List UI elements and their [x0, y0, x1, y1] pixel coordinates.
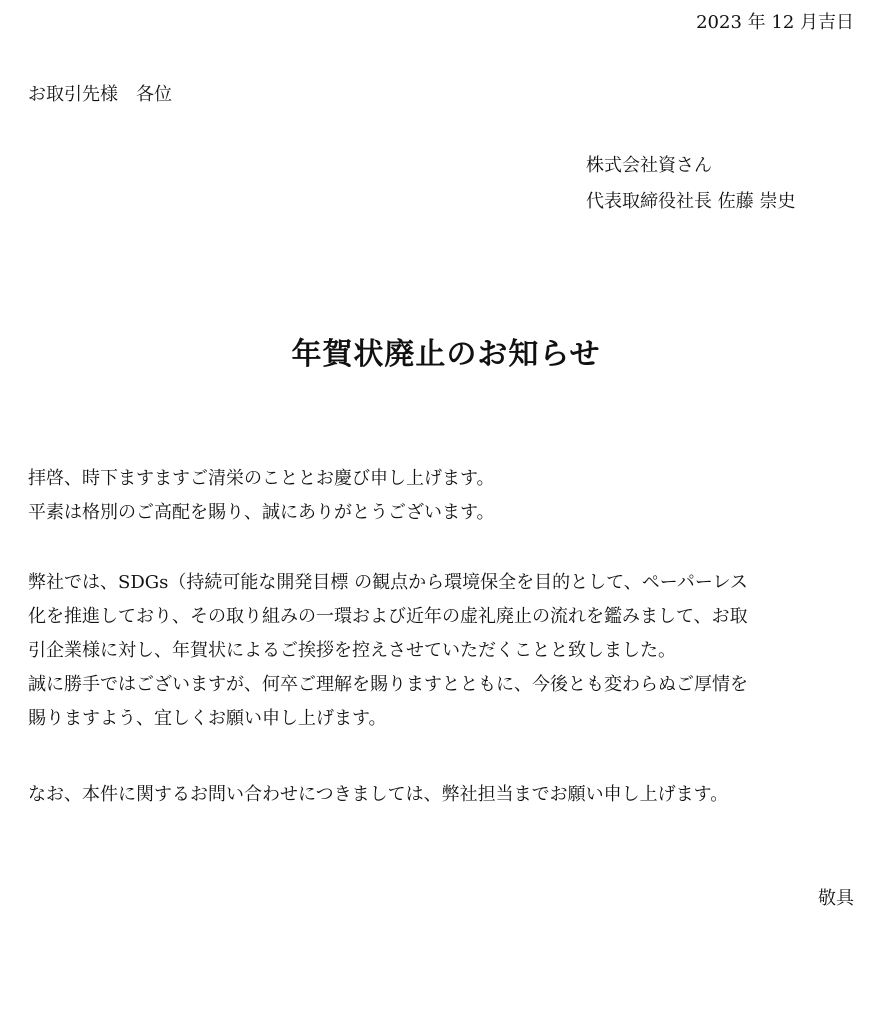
body-line: 化を推進しており、その取り組みの一環および近年の虚礼廃止の流れを鑑みまして、お取: [28, 606, 748, 627]
greeting-line: 拝啓、時下ますますご清栄のこととお慶び申し上げます。: [28, 468, 495, 489]
sender-company: 株式会社資さん: [586, 155, 712, 176]
greeting-paragraph: [28, 462, 864, 530]
body-line: 誠に勝手ではございますが、何卒ご理解を賜りますとともに、今後とも変わらぬご厚情を: [28, 674, 748, 695]
main-paragraph: [28, 566, 864, 736]
sender-block: [586, 148, 795, 220]
note-line: なお、本件に関するお問い合わせにつきましては、弊社担当までお願い申し上げます。: [28, 784, 729, 805]
letter-date: 2023 年 12 月吉日: [696, 12, 854, 33]
note-paragraph: [28, 778, 864, 812]
body-line: 弊社では、SDGs（持続可能な開発目標 の観点から環境保全を目的として、ペーパーレス: [28, 572, 748, 593]
closing-remark: 敬具: [818, 888, 854, 909]
recipient-line: お取引先様 各位: [28, 84, 172, 105]
body-line: 引企業様に対し、年賀状によるご挨拶を控えさせていただくことと致しました。: [28, 640, 676, 661]
sender-representative: 代表取締役社長 佐藤 崇史: [586, 191, 796, 212]
page-title: 年賀状廃止のお知らせ: [291, 337, 601, 372]
greeting-line: 平素は格別のご高配を賜り、誠にありがとうございます。: [28, 502, 495, 523]
body-line: 賜りますよう、宜しくお願い申し上げます。: [28, 708, 387, 729]
